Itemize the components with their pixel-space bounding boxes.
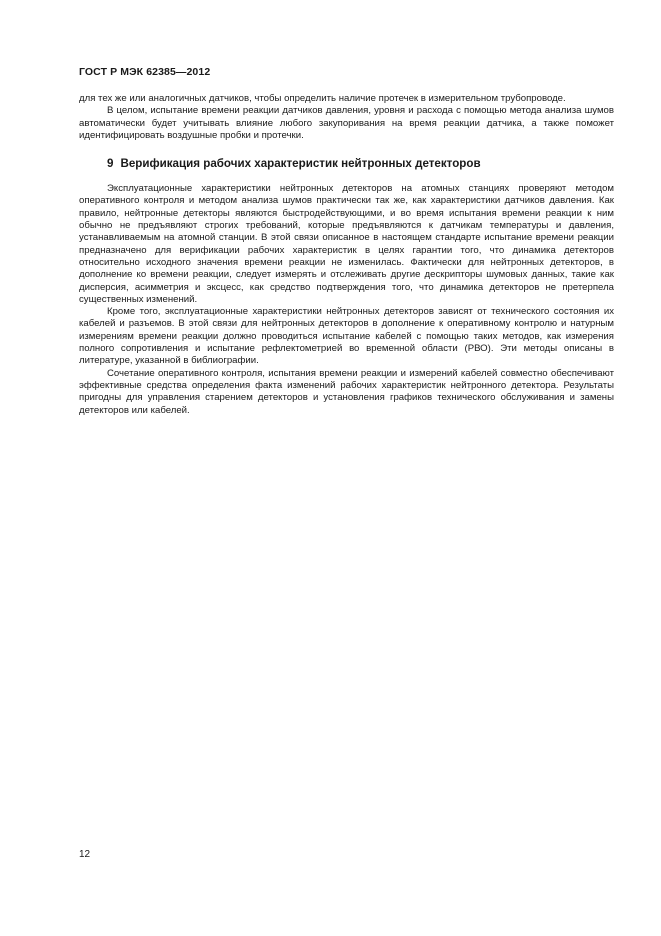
paragraph-continuation: для тех же или аналогичных датчиков, чтобы определить наличие протечек в измерительном трубопроводе. [79, 93, 566, 104]
section-title: Верификация рабочих характеристик нейтронных детекторов [120, 157, 481, 171]
section-heading [79, 156, 614, 171]
document-body [79, 93, 614, 417]
section-body [79, 183, 614, 417]
page-number: 12 [79, 849, 91, 860]
section-number: 9 [107, 157, 114, 171]
paragraph: Сочетание оперативного контроля, испытания времени реакции и измерений кабелей совместно обеспечивают эффективные средства определения факта изменений рабочих характеристик нейтронного детектора. Результаты пригодны для управления старением детекторов и установления графиков технического обслуживания и замены детекторов или кабелей. [79, 367, 614, 416]
paragraph: Кроме того, эксплуатационные характеристики нейтронных детекторов зависят от технического состояния их кабелей и разъемов. В этой связи для нейтронных детекторов в дополнение к оперативному контролю и натурным измерениям времени реакции должно проводиться испытание кабелей с помощью таких методов, как измерения полного сопротивления и испытание рефлектометрией во временной области (РВО). Эти методы описаны в литературе, указанной в библиографии. [79, 306, 614, 367]
paragraph-summary: В целом, испытание времени реакции датчиков давления, уровня и расхода с помощью метода анализа шумов автоматически будет учитывать влияние любого закупоривания на время реакции датчика, а также поможет идентифицировать воздушные пробки и протечки. [79, 105, 614, 141]
page-header: ГОСТ Р МЭК 62385—2012 [79, 66, 211, 78]
paragraph: Эксплуатационные характеристики нейтронных детекторов на атомных станциях проверяют методом оперативного контроля и методом анализа шумов практически так же, как характеристики датчиков давления. Как правило, нейтронные детекторы являются быстродействующими, и во время испытания времени реакции к ним обычно не предъявляют строгих требований, которые предъявляются к датчикам температуры и давления, устанавливаемым на атомной станции. В этой связи описанное в настоящем стандарте испытание времени реакции предназначено для верификации рабочих характеристик в целях гарантии того, что динамика детекторов относительно исходного значения времени реакции не изменилась. Фактически для нейтронных детекторов, в дополнение ко времени реакции, следует измерять и отслеживать другие дескрипторы шумовых данных, такие как дисперсия, асимметрия и эксцесс, как средство подтверждения того, что динамика детекторов не претерпела существенных изменений. [79, 183, 614, 305]
